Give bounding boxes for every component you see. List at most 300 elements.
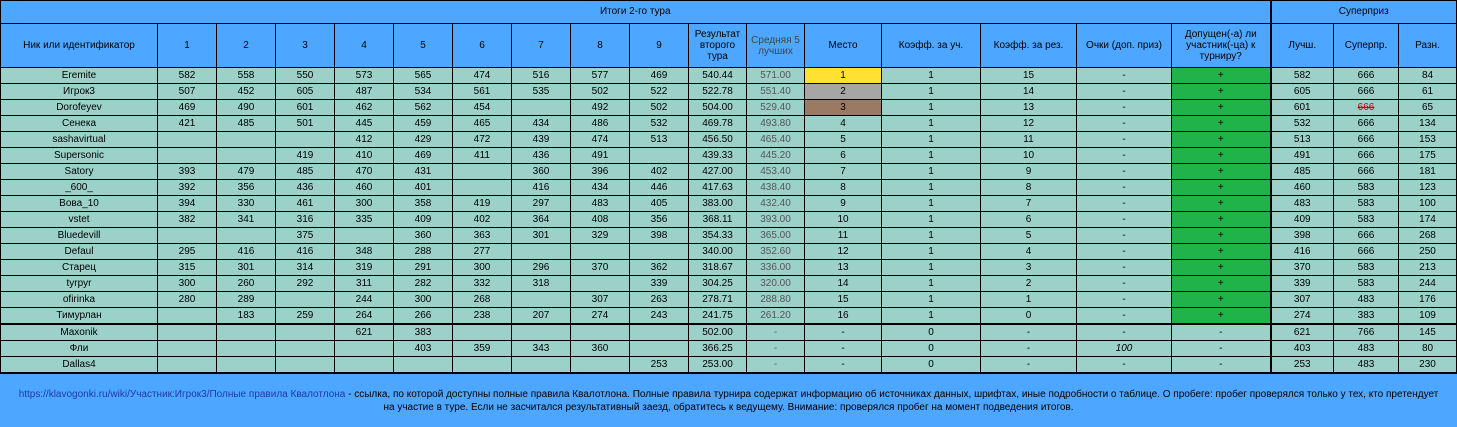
cell-r3	[276, 292, 335, 308]
cell-r4: 264	[335, 308, 394, 325]
cell-r9: 402	[630, 164, 689, 180]
cell-result: 439.33	[689, 148, 747, 164]
cell-r6: 268	[453, 292, 512, 308]
cell-r9	[630, 244, 689, 260]
cell-coef-part: 1	[882, 84, 981, 100]
table-row	[1, 84, 1457, 100]
cell-r1	[158, 132, 217, 148]
cell-r7	[512, 292, 571, 308]
cell-admitted: +	[1172, 228, 1271, 244]
cell-r6: 561	[453, 84, 512, 100]
table-row	[1, 180, 1457, 196]
cell-avg5: 393.00	[747, 212, 805, 228]
col-admitted: Допущен(-а) ли участник(-ца) к турниру?	[1172, 24, 1271, 68]
col-r4: 4	[335, 24, 394, 68]
col-r2: 2	[217, 24, 276, 68]
cell-coef-part: 1	[882, 212, 981, 228]
table-row	[1, 100, 1457, 116]
cell-r3	[276, 324, 335, 341]
cell-r9: 243	[630, 308, 689, 325]
cell-admitted: +	[1172, 244, 1271, 260]
cell-r1: 300	[158, 276, 217, 292]
cell-diff: 145	[1399, 324, 1457, 341]
cell-r2: 301	[217, 260, 276, 276]
table-row	[1, 212, 1457, 228]
cell-coef-part: 1	[882, 228, 981, 244]
cell-r4: 470	[335, 164, 394, 180]
cell-r6: 465	[453, 116, 512, 132]
cell-r3: 292	[276, 276, 335, 292]
cell-r4: 300	[335, 196, 394, 212]
cell-admitted: -	[1172, 324, 1271, 341]
cell-diff: 244	[1399, 276, 1457, 292]
cell-r1: 393	[158, 164, 217, 180]
cell-place: 5	[805, 132, 882, 148]
cell-r5: 565	[394, 68, 453, 84]
cell-superpr: 666	[1334, 84, 1399, 100]
cell-nick: Сенека	[1, 116, 158, 132]
cell-diff: 61	[1399, 84, 1457, 100]
cell-r4: 335	[335, 212, 394, 228]
cell-r8: 502	[571, 84, 630, 100]
col-place: Место	[805, 24, 882, 68]
cell-superpr: 383	[1334, 308, 1399, 325]
cell-bonus: -	[1077, 292, 1172, 308]
cell-result: 540.44	[689, 68, 747, 84]
cell-superpr: 666	[1334, 68, 1399, 84]
cell-coef-part: 1	[882, 244, 981, 260]
col-r7: 7	[512, 24, 571, 68]
col-r1: 1	[158, 24, 217, 68]
cell-r4: 348	[335, 244, 394, 260]
cell-coef-res: 7	[981, 196, 1077, 212]
cell-r1: 315	[158, 260, 217, 276]
cell-nick: ofirinka	[1, 292, 158, 308]
cell-r7: 516	[512, 68, 571, 84]
col-bonus: Очки (доп. приз)	[1077, 24, 1172, 68]
cell-bonus: -	[1077, 324, 1172, 341]
cell-r8: 329	[571, 228, 630, 244]
cell-avg5: 432.40	[747, 196, 805, 212]
cell-r5: 401	[394, 180, 453, 196]
cell-coef-res: 11	[981, 132, 1077, 148]
col-r6: 6	[453, 24, 512, 68]
table-row	[1, 196, 1457, 212]
cell-r3: 419	[276, 148, 335, 164]
col-nick: Ник или идентификатор	[1, 24, 158, 68]
cell-place: 9	[805, 196, 882, 212]
cell-best: 532	[1271, 116, 1334, 132]
cell-nick: Тимурлан	[1, 308, 158, 325]
cell-nick: Старец	[1, 260, 158, 276]
cell-superpr: 583	[1334, 276, 1399, 292]
cell-r1	[158, 341, 217, 357]
cell-r7: 434	[512, 116, 571, 132]
cell-r9: 398	[630, 228, 689, 244]
cell-r1: 507	[158, 84, 217, 100]
cell-result: 417.63	[689, 180, 747, 196]
cell-r5: 288	[394, 244, 453, 260]
cell-r3: 485	[276, 164, 335, 180]
cell-r1: 394	[158, 196, 217, 212]
cell-best: 460	[1271, 180, 1334, 196]
cell-r2: 183	[217, 308, 276, 325]
cell-r7	[512, 324, 571, 341]
cell-r9: 513	[630, 132, 689, 148]
cell-bonus: -	[1077, 244, 1172, 260]
cell-best: 403	[1271, 341, 1334, 357]
cell-r5: 431	[394, 164, 453, 180]
cell-r4: 410	[335, 148, 394, 164]
cell-result: 241.75	[689, 308, 747, 325]
cell-avg5: 465.40	[747, 132, 805, 148]
cell-r1	[158, 228, 217, 244]
cell-superpr: 666	[1334, 228, 1399, 244]
cell-r1	[158, 324, 217, 341]
cell-r4	[335, 228, 394, 244]
cell-r8: 492	[571, 100, 630, 116]
cell-coef-res: 12	[981, 116, 1077, 132]
cell-diff: 250	[1399, 244, 1457, 260]
cell-best: 621	[1271, 324, 1334, 341]
cell-r4: 412	[335, 132, 394, 148]
cell-best: 483	[1271, 196, 1334, 212]
cell-diff: 65	[1399, 100, 1457, 116]
cell-r6: 454	[453, 100, 512, 116]
cell-diff: 80	[1399, 341, 1457, 357]
cell-avg5: 571.00	[747, 68, 805, 84]
cell-bonus: -	[1077, 228, 1172, 244]
cell-coef-part: 1	[882, 148, 981, 164]
cell-diff: 153	[1399, 132, 1457, 148]
cell-avg5: 352.60	[747, 244, 805, 260]
cell-superpr: 766	[1334, 324, 1399, 341]
cell-r1: 582	[158, 68, 217, 84]
cell-place: 6	[805, 148, 882, 164]
cell-coef-part: 0	[882, 324, 981, 341]
cell-coef-part: 1	[882, 276, 981, 292]
col-avg5: Средняя 5 лучших	[747, 24, 805, 68]
cell-r2	[217, 341, 276, 357]
cell-bonus: -	[1077, 357, 1172, 374]
cell-r3: 416	[276, 244, 335, 260]
cell-r4	[335, 341, 394, 357]
table-row	[1, 244, 1457, 260]
cell-nick: Фли	[1, 341, 158, 357]
cell-place: 7	[805, 164, 882, 180]
cell-best: 605	[1271, 84, 1334, 100]
cell-admitted: +	[1172, 292, 1271, 308]
cell-r2	[217, 148, 276, 164]
cell-r5: 291	[394, 260, 453, 276]
cell-r7	[512, 357, 571, 374]
cell-place: -	[805, 341, 882, 357]
col-r3: 3	[276, 24, 335, 68]
cell-coef-res: 0	[981, 308, 1077, 325]
cell-r3: 436	[276, 180, 335, 196]
cell-bonus: -	[1077, 148, 1172, 164]
cell-r7: 297	[512, 196, 571, 212]
cell-coef-res: 6	[981, 212, 1077, 228]
table-row	[1, 308, 1457, 325]
cell-r1: 382	[158, 212, 217, 228]
cell-r2: 485	[217, 116, 276, 132]
cell-coef-part: 1	[882, 68, 981, 84]
cell-coef-part: 1	[882, 260, 981, 276]
cell-place: 3	[805, 100, 882, 116]
cell-r9	[630, 324, 689, 341]
cell-r8: 274	[571, 308, 630, 325]
cell-r3: 259	[276, 308, 335, 325]
cell-r4	[335, 357, 394, 374]
cell-avg5: 320.00	[747, 276, 805, 292]
cell-r9: 502	[630, 100, 689, 116]
cell-nick: _600_	[1, 180, 158, 196]
table-row	[1, 357, 1457, 374]
table-row	[1, 228, 1457, 244]
cell-nick: Dorofeyev	[1, 100, 158, 116]
cell-r8: 307	[571, 292, 630, 308]
cell-superpr: 666	[1334, 116, 1399, 132]
cell-r3: 601	[276, 100, 335, 116]
col-coef-part: Коэфф. за уч.	[882, 24, 981, 68]
col-coef-res: Коэфф. за рез.	[981, 24, 1077, 68]
cell-diff: 100	[1399, 196, 1457, 212]
cell-r9: 446	[630, 180, 689, 196]
cell-r5: 469	[394, 148, 453, 164]
cell-result: 354.33	[689, 228, 747, 244]
cell-r1	[158, 357, 217, 374]
cell-avg5: 288.80	[747, 292, 805, 308]
cell-coef-res: -	[981, 341, 1077, 357]
cell-admitted: +	[1172, 180, 1271, 196]
cell-result: 368.11	[689, 212, 747, 228]
cell-r6: 359	[453, 341, 512, 357]
cell-r7: 364	[512, 212, 571, 228]
cell-r4: 460	[335, 180, 394, 196]
cell-r2: 416	[217, 244, 276, 260]
cell-superpr: 666	[1334, 164, 1399, 180]
cell-coef-res: -	[981, 357, 1077, 374]
cell-r6: 363	[453, 228, 512, 244]
cell-r2	[217, 132, 276, 148]
cell-admitted: +	[1172, 132, 1271, 148]
cell-best: 416	[1271, 244, 1334, 260]
cell-r3: 314	[276, 260, 335, 276]
cell-coef-res: 15	[981, 68, 1077, 84]
col-r5: 5	[394, 24, 453, 68]
cell-admitted: -	[1172, 341, 1271, 357]
cell-best: 398	[1271, 228, 1334, 244]
cell-bonus: 100	[1077, 341, 1172, 357]
cell-r9	[630, 148, 689, 164]
cell-r7: 535	[512, 84, 571, 100]
cell-best: 582	[1271, 68, 1334, 84]
cell-result: 383.00	[689, 196, 747, 212]
cell-r5: 383	[394, 324, 453, 341]
cell-superpr: 583	[1334, 260, 1399, 276]
cell-r1: 295	[158, 244, 217, 260]
cell-r6: 474	[453, 68, 512, 84]
cell-r4: 573	[335, 68, 394, 84]
cell-r5: 409	[394, 212, 453, 228]
cell-r3	[276, 341, 335, 357]
table-row	[1, 164, 1457, 180]
cell-r5: 360	[394, 228, 453, 244]
cell-r4: 487	[335, 84, 394, 100]
cell-result: 304.25	[689, 276, 747, 292]
cell-r9: 532	[630, 116, 689, 132]
cell-r8: 486	[571, 116, 630, 132]
cell-bonus: -	[1077, 212, 1172, 228]
table-row	[1, 116, 1457, 132]
cell-r6	[453, 324, 512, 341]
cell-diff: 123	[1399, 180, 1457, 196]
cell-best: 485	[1271, 164, 1334, 180]
cell-result: 366.25	[689, 341, 747, 357]
rules-note	[0, 374, 1457, 427]
cell-coef-res: 2	[981, 276, 1077, 292]
cell-r7: 416	[512, 180, 571, 196]
cell-r5: 562	[394, 100, 453, 116]
cell-r6: 402	[453, 212, 512, 228]
cell-result: 502.00	[689, 324, 747, 341]
cell-coef-res: 14	[981, 84, 1077, 100]
cell-r3	[276, 357, 335, 374]
group-title: Итоги 2-го тура	[1, 1, 1271, 24]
cell-admitted: +	[1172, 212, 1271, 228]
super-title: Суперприз	[1271, 1, 1457, 24]
cell-r5: 403	[394, 341, 453, 357]
col-best: Лучш.	[1271, 24, 1334, 68]
cell-r8: 577	[571, 68, 630, 84]
cell-result: 427.00	[689, 164, 747, 180]
cell-superpr: 666	[1334, 132, 1399, 148]
rules-link[interactable]: https://klavogonki.ru/wiki/Участник:Игрок3/Полные правила Квалотлона	[18, 389, 346, 400]
cell-coef-res: -	[981, 324, 1077, 341]
cell-bonus: -	[1077, 260, 1172, 276]
cell-r5: 459	[394, 116, 453, 132]
cell-nick: Maxonik	[1, 324, 158, 341]
cell-r8: 360	[571, 341, 630, 357]
cell-coef-res: 13	[981, 100, 1077, 116]
cell-place: 11	[805, 228, 882, 244]
rules-text: - ссылка, по которой доступны полные правила Квалотлона. Полные правила турнира содержат информацию об источниках данных, шрифтах, иные подробности о таблице. О пробеге: пробег проверялся только у тех, кто претендует на участие в туре. Если не засчитался результативный заезд, обратитесь к ведущему. Внимание: проверялся пробег на момент подведения итогов.	[345, 389, 1439, 413]
cell-superpr: 666	[1334, 148, 1399, 164]
cell-r6: 238	[453, 308, 512, 325]
cell-r9: 362	[630, 260, 689, 276]
cell-r9: 339	[630, 276, 689, 292]
cell-place: 14	[805, 276, 882, 292]
cell-r3	[276, 132, 335, 148]
cell-r9	[630, 341, 689, 357]
cell-r1	[158, 148, 217, 164]
cell-avg5: 438.40	[747, 180, 805, 196]
cell-r9: 356	[630, 212, 689, 228]
cell-r7: 296	[512, 260, 571, 276]
cell-r4: 621	[335, 324, 394, 341]
cell-avg5: 551.40	[747, 84, 805, 100]
cell-avg5: 493.80	[747, 116, 805, 132]
cell-admitted: +	[1172, 100, 1271, 116]
cell-bonus: -	[1077, 196, 1172, 212]
cell-r4: 462	[335, 100, 394, 116]
header-group-row	[1, 1, 1457, 24]
col-diff: Разн.	[1399, 24, 1457, 68]
cell-result: 504.00	[689, 100, 747, 116]
cell-r1: 392	[158, 180, 217, 196]
cell-r6: 419	[453, 196, 512, 212]
cell-r3: 501	[276, 116, 335, 132]
cell-superpr: 483	[1334, 341, 1399, 357]
cell-coef-part: 0	[882, 357, 981, 374]
cell-coef-res: 10	[981, 148, 1077, 164]
cell-coef-part: 1	[882, 196, 981, 212]
cell-diff: 268	[1399, 228, 1457, 244]
cell-coef-res: 3	[981, 260, 1077, 276]
cell-r8	[571, 244, 630, 260]
cell-diff: 175	[1399, 148, 1457, 164]
table-row	[1, 68, 1457, 84]
cell-r2	[217, 324, 276, 341]
cell-r2: 330	[217, 196, 276, 212]
table-row	[1, 292, 1457, 308]
cell-coef-part: 1	[882, 116, 981, 132]
cell-r7: 207	[512, 308, 571, 325]
cell-avg5: 529.40	[747, 100, 805, 116]
cell-result: 318.67	[689, 260, 747, 276]
cell-r8: 483	[571, 196, 630, 212]
cell-r4: 445	[335, 116, 394, 132]
cell-r8: 408	[571, 212, 630, 228]
cell-diff: 134	[1399, 116, 1457, 132]
col-r9: 9	[630, 24, 689, 68]
cell-diff: 213	[1399, 260, 1457, 276]
cell-coef-res: 5	[981, 228, 1077, 244]
table-row	[1, 260, 1457, 276]
cell-nick: tyrpyr	[1, 276, 158, 292]
cell-bonus: -	[1077, 180, 1172, 196]
cell-r6	[453, 180, 512, 196]
cell-r4: 319	[335, 260, 394, 276]
cell-nick: Вова_10	[1, 196, 158, 212]
cell-superpr: 583	[1334, 212, 1399, 228]
cell-admitted: +	[1172, 164, 1271, 180]
cell-r2: 260	[217, 276, 276, 292]
cell-bonus: -	[1077, 276, 1172, 292]
cell-r8: 491	[571, 148, 630, 164]
cell-r7: 439	[512, 132, 571, 148]
cell-r5: 358	[394, 196, 453, 212]
cell-r2: 558	[217, 68, 276, 84]
cell-coef-part: 1	[882, 292, 981, 308]
cell-avg5: -	[747, 341, 805, 357]
cell-place: 10	[805, 212, 882, 228]
cell-avg5: -	[747, 357, 805, 374]
table-row	[1, 341, 1457, 357]
cell-r8: 474	[571, 132, 630, 148]
cell-r5: 429	[394, 132, 453, 148]
cell-superpr: 583	[1334, 196, 1399, 212]
cell-r5: 534	[394, 84, 453, 100]
cell-coef-res: 1	[981, 292, 1077, 308]
col-superpr: Суперпр.	[1334, 24, 1399, 68]
cell-best: 339	[1271, 276, 1334, 292]
cell-result: 278.71	[689, 292, 747, 308]
cell-diff: 176	[1399, 292, 1457, 308]
cell-r3: 461	[276, 196, 335, 212]
cell-best: 513	[1271, 132, 1334, 148]
